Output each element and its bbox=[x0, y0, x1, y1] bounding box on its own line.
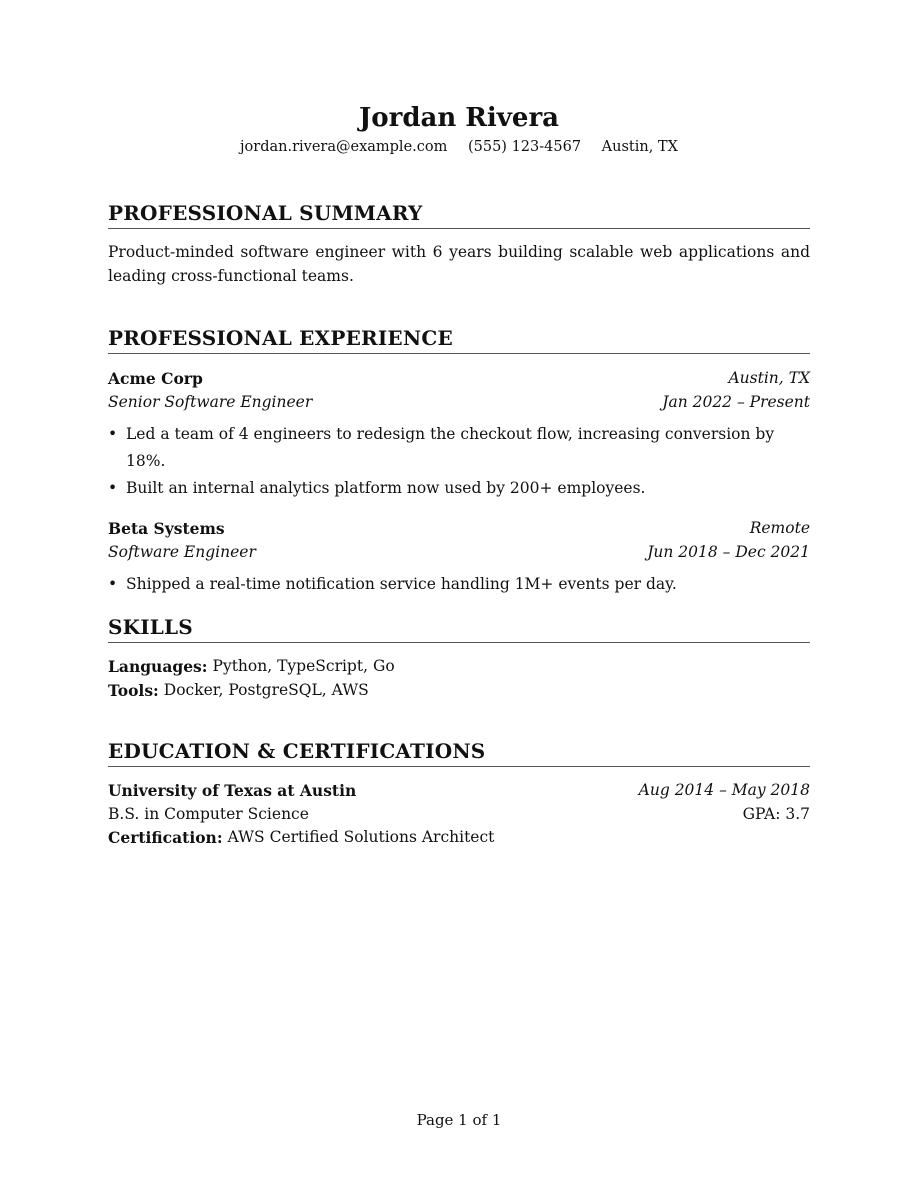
skills-heading: SKILLS bbox=[108, 614, 810, 643]
experience-heading: PROFESSIONAL EXPERIENCE bbox=[108, 325, 810, 354]
skills-section bbox=[108, 614, 810, 702]
job-bullets bbox=[108, 421, 810, 502]
education-gpa: GPA: 3.7 bbox=[742, 804, 810, 823]
job-bullet: • Shipped a real-time notification service handling 1M+ events per day. bbox=[108, 571, 810, 598]
education-cert-label: Certification: bbox=[108, 828, 223, 847]
job-header-row bbox=[108, 367, 810, 391]
job-bullets bbox=[108, 571, 810, 598]
skills-languages: Python, TypeScript, Go bbox=[212, 657, 395, 675]
resume-page bbox=[108, 0, 810, 1188]
job-role-row bbox=[108, 541, 810, 565]
job-header-row bbox=[108, 517, 810, 541]
education-heading: EDUCATION & CERTIFICATIONS bbox=[108, 738, 810, 767]
summary-heading: PROFESSIONAL SUMMARY bbox=[108, 200, 810, 229]
job-role: Software Engineer bbox=[108, 542, 256, 561]
skills-tools-label: Tools: bbox=[108, 680, 159, 700]
job-entry bbox=[108, 517, 810, 598]
job-location: Remote bbox=[749, 519, 810, 537]
job-dates: Jun 2018 – Dec 2021 bbox=[647, 542, 810, 561]
job-company: Beta Systems bbox=[108, 519, 225, 538]
summary-text: Product-minded software engineer with 6 years building scalable web applications and leading cross-functional teams. bbox=[108, 243, 810, 285]
skills-languages-row bbox=[108, 655, 810, 679]
education-dates: Aug 2014 – May 2018 bbox=[638, 781, 810, 799]
education-school: University of Texas at Austin bbox=[108, 781, 357, 800]
skills-tools: Docker, PostgreSQL, AWS bbox=[163, 680, 369, 699]
job-bullet: • Led a team of 4 engineers to redesign the checkout flow, increasing conversion by 18%. bbox=[108, 421, 810, 475]
job-company: Acme Corp bbox=[108, 369, 203, 388]
job-dates: Jan 2022 – Present bbox=[662, 392, 810, 411]
education-section bbox=[108, 738, 810, 850]
education-degree-row bbox=[108, 803, 810, 827]
education-school-row bbox=[108, 779, 810, 803]
job-role: Senior Software Engineer bbox=[108, 392, 313, 411]
skills-tools-row bbox=[108, 679, 810, 703]
page-number: Page 1 of 1 bbox=[416, 1111, 502, 1129]
candidate-name: Jordan Rivera bbox=[358, 103, 559, 133]
contact-location: Austin, TX bbox=[601, 139, 678, 155]
job-entry bbox=[108, 367, 810, 502]
contact-line bbox=[108, 137, 810, 157]
education-degree: B.S. in Computer Science bbox=[108, 804, 309, 823]
contact-email: jordan.rivera@example.com bbox=[240, 139, 448, 155]
experience-section bbox=[108, 325, 810, 598]
job-role-row bbox=[108, 391, 810, 415]
education-cert: AWS Certified Solutions Architect bbox=[227, 828, 495, 846]
contact-phone: (555) 123-4567 bbox=[467, 139, 582, 155]
job-bullet: • Built an internal analytics platform now used by 200+ employees. bbox=[108, 475, 810, 502]
job-location: Austin, TX bbox=[728, 369, 810, 387]
skills-languages-label: Languages: bbox=[108, 657, 208, 676]
summary-section bbox=[108, 200, 810, 288]
education-cert-row bbox=[108, 826, 810, 850]
